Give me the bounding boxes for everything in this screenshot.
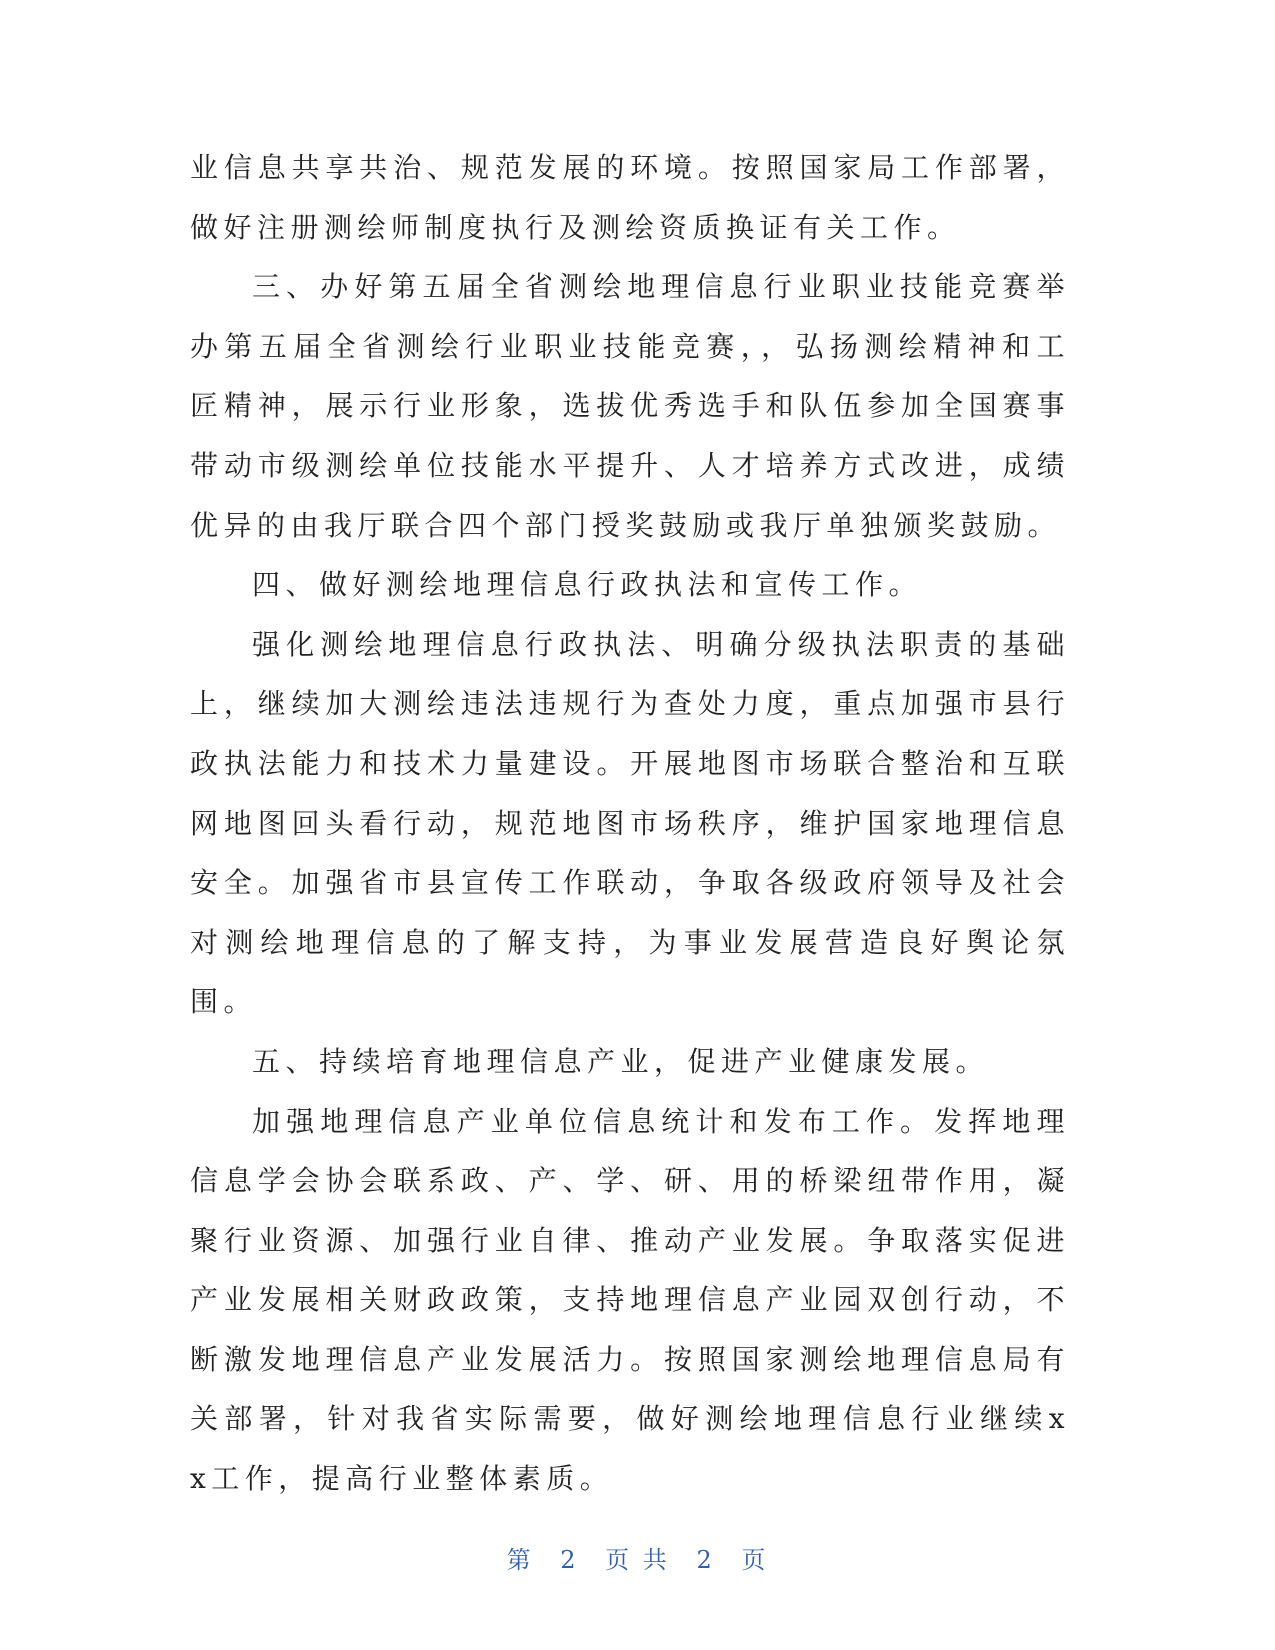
paragraph-section-three: 三、办好第五届全省测绘地理信息行业职业技能竞赛举办第五届全省测绘行业职业技能竞赛，，弘扬测绘精神和工匠精神，展示行业形象，选拔优秀选手和队伍参加全国赛事带动市级测绘单位技能水平提升、人才培养方式改进，成绩优异的由我厅联合四个部门授奖鼓励或我厅单独颁奖鼓励。 [190, 270, 1070, 542]
footer-middle: 页 共 [605, 1546, 670, 1574]
heading-section-four: 四、做好测绘地理信息行政执法和宣传工作。 [252, 568, 923, 602]
footer-current-page: 2 [560, 1546, 579, 1574]
heading-section-five: 五、持续培育地理信息产业，促进产业健康发展。 [252, 1044, 990, 1078]
footer-prefix: 第 [506, 1546, 534, 1574]
paragraph-section-five: 加强地理信息产业单位信息统计和发布工作。发挥地理信息学会协会联系政、产、学、研、用的桥梁纽带作用，凝聚行业资源、加强行业自律、推动产业发展。争取落实促进产业发展相关财政政策，支持地理信息产业园双创行动，不断激发地理信息产业发展活力。按照国家测绘地理信息局有关部署，针对我省实际需要，做好测绘地理信息行业继续xx工作，提高行业整体素质。 [190, 1104, 1070, 1496]
page-footer [0, 1540, 1275, 1575]
footer-suffix: 页 [741, 1546, 769, 1574]
footer-total-pages: 2 [696, 1546, 715, 1574]
paragraph-section-four: 强化测绘地理信息行政执法、明确分级执法职责的基础上，继续加大测绘违法违规行为查处力度，重点加强市县行政执法能力和技术力量建设。开展地图市场联合整治和互联网地图回头看行动，规范地图市场秩序，维护国家地理信息安全。加强省市县宣传工作联动，争取各级政府领导及社会对测绘地理信息的了解支持，为事业发展营造良好舆论氛围。 [190, 627, 1070, 1019]
body-text [190, 138, 1070, 1509]
paragraph-continuation: 业信息共享共治、规范发展的环境。按照国家局工作部署，做好注册测绘师制度执行及测绘资质换证有关工作。 [190, 151, 1070, 244]
